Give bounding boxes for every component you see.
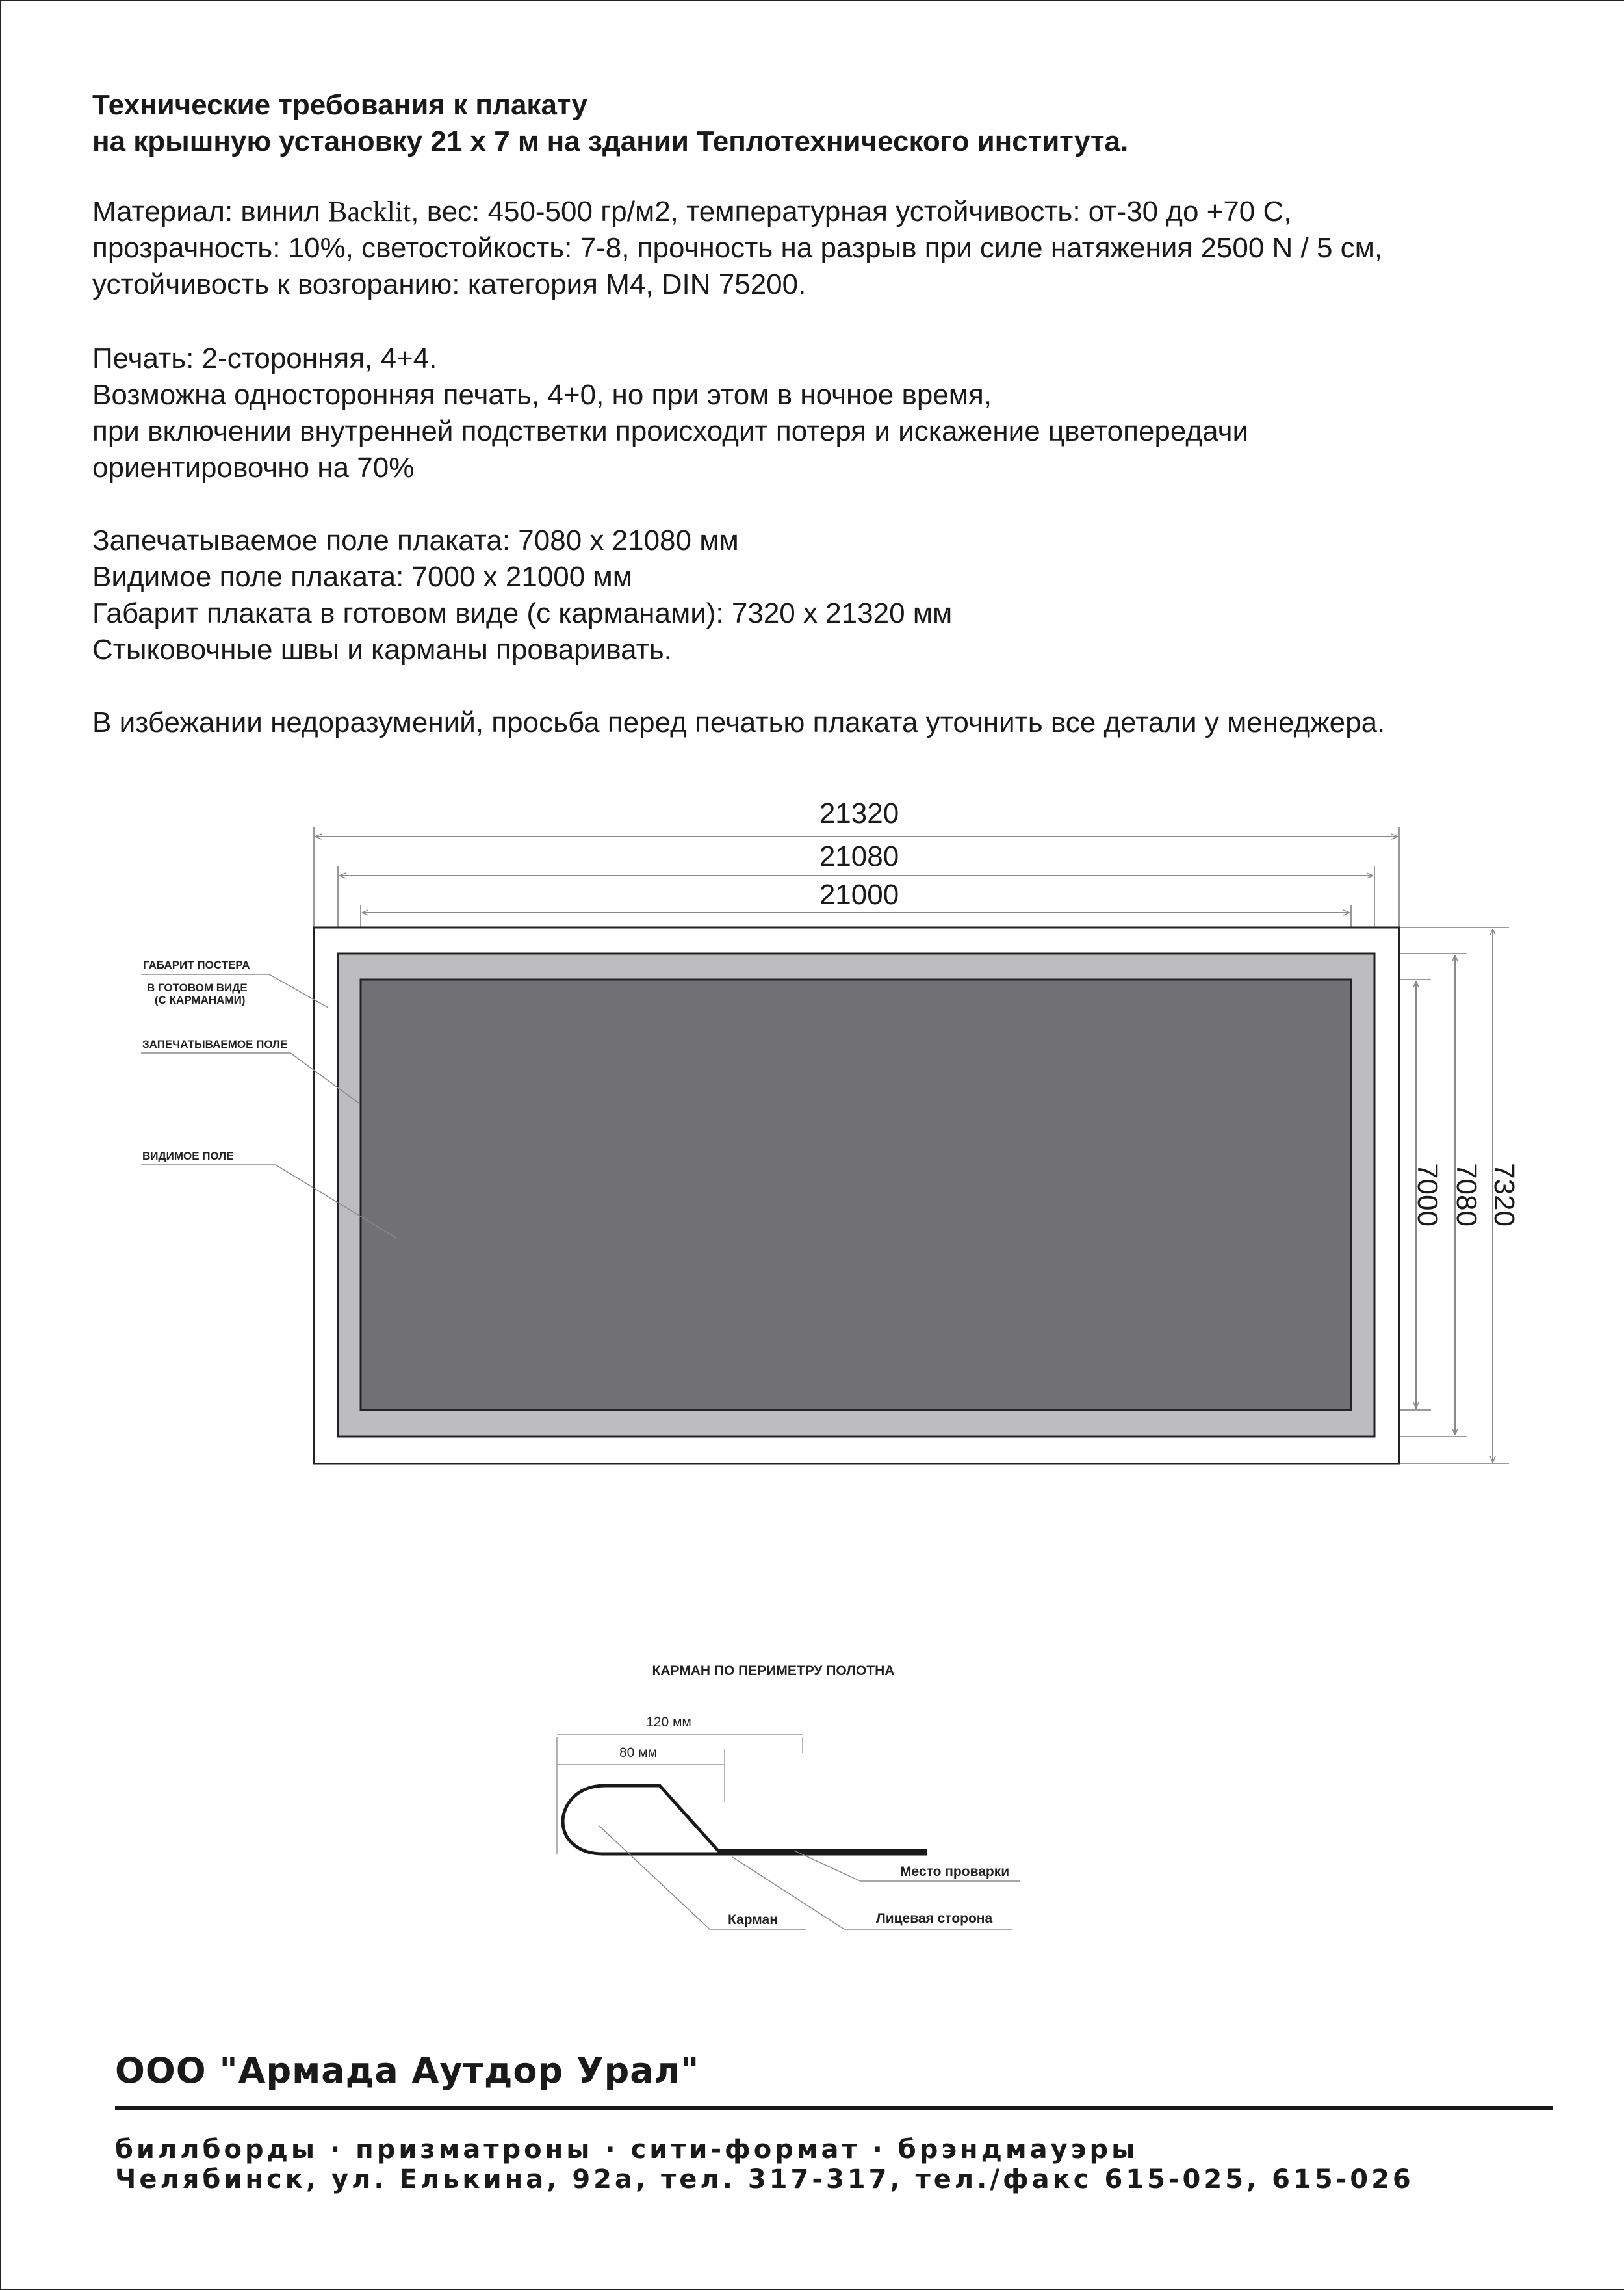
note-line: В избежании недоразумений, просьба перед печатью плаката уточнить все детали у менеджера. — [92, 707, 1386, 738]
company-name: ООО "Армада Аутдор Урал" — [115, 2050, 700, 2091]
material-backlit: Backlit — [328, 196, 411, 228]
print-line-3: при включении внутренней подстветки происходит потеря и искажение цветопередачи — [92, 415, 1249, 447]
dim-label-visible-width: 21000 — [819, 879, 899, 911]
document-heading — [92, 87, 1574, 160]
dim-label-visible-height: 7000 — [1411, 1163, 1443, 1227]
dim-label-print-width: 21080 — [819, 840, 899, 872]
footer-address: Челябинск, ул. Елькина, 92а, тел. 317-317, тел./факс 615-025, 615-026 — [115, 2165, 1414, 2194]
material-paragraph — [92, 194, 1600, 303]
label-gabarit-line-2: В ГОТОВОМ ВИДЕ — [147, 982, 248, 994]
sizes-line-1: Запечатываемое поле плаката: 7080 х 21080 мм — [92, 525, 739, 556]
pocket-dim-120: 120 мм — [646, 1715, 691, 1730]
pocket-detail-diagram — [1, 1639, 1624, 2003]
sizes-line-2: Видимое поле плаката: 7000 х 21000 мм — [92, 561, 632, 593]
sizes-line-4: Стыковочные швы и карманы проваривать. — [92, 634, 672, 666]
pocket-label-face: Лицевая сторона — [876, 1911, 993, 1926]
material-line-2: прозрачность: 10%, светостойкость: 7-8, прочность на разрыв при силе натяжения 2500 N / 5 см, — [92, 232, 1383, 264]
material-label: Материал: винил — [92, 196, 329, 228]
pocket-dimension-lines — [557, 1734, 803, 1854]
material-line-3: устойчивость к возгоранию: категория М4, DIN 75200. — [92, 268, 806, 300]
visible-field — [361, 980, 1351, 1410]
note-paragraph — [92, 705, 1600, 741]
sizes-line-3: Габарит плаката в готовом виде (с карманами): 7320 х 21320 мм — [92, 597, 953, 629]
footer-divider — [115, 2106, 1553, 2110]
label-gabarit-line-1: ГАБАРИТ ПОСТЕРА — [143, 959, 250, 971]
label-gabarit-line-3: (С КАРМАНАМИ) — [155, 994, 246, 1006]
material-line-1 — [92, 194, 1600, 230]
poster-dimension-diagram — [1, 768, 1624, 1483]
pocket-title: КАРМАН ПО ПЕРИМЕТРУ ПОЛОТНА — [652, 1663, 895, 1678]
label-visible-field: ВИДИМОЕ ПОЛЕ — [142, 1150, 234, 1162]
pocket-dim-80: 80 мм — [619, 1745, 658, 1760]
print-line-1: Печать: 2-сторонняя, 4+4. — [92, 343, 437, 374]
dim-label-print-height: 7080 — [1450, 1163, 1482, 1227]
heading-line-1: Технические требования к плакату — [92, 89, 588, 121]
dim-label-outer-width: 21320 — [819, 798, 899, 829]
label-print-field: ЗАПЕЧАТЫВАЕМОЕ ПОЛЕ — [142, 1038, 288, 1050]
dim-label-outer-height: 7320 — [1488, 1163, 1520, 1227]
print-line-2: Возможна односторонняя печать, 4+0, но при этом в ночное время, — [92, 379, 992, 411]
footer-services: биллборды · призматроны · сити-формат · брэндмауэры — [115, 2135, 1139, 2165]
pocket-profile-line — [563, 1786, 927, 1854]
print-paragraph — [92, 341, 1600, 486]
pocket-label-pocket: Карман — [728, 1912, 778, 1927]
pocket-label-weld: Место проварки — [900, 1864, 1010, 1879]
sizes-paragraph — [92, 523, 1600, 668]
material-specs: , вес: 450-500 гр/м2, температурная устойчивость: от-30 до +70 С, — [411, 196, 1292, 228]
heading-line-2: на крышную установку 21 х 7 м на здании Теплотехнического института. — [92, 125, 1129, 157]
print-line-4: ориентировочно на 70% — [92, 452, 415, 484]
